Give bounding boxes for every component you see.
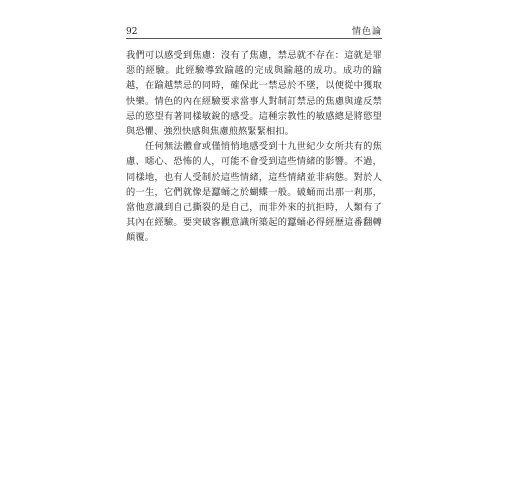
header-divider [126,38,382,39]
body-text [126,48,382,246]
page-number: 92 [126,27,138,37]
paragraph-2: 任何無法體會或僅悄悄地感受到十九世紀少女所共有的焦慮、噁心、恐怖的人，可能不會受到這些情緒的影響。不過，同樣地，也有人受制於這些情緒，這些情緒並非病態。對於人的一生，它們就像是蠶蛹之於蝴蝶一般。破蛹而出那一剎那，當他意識到自己撕裂的是自己，而非外來的抗拒時，人類有了其內在經驗。要突破客觀意識所築起的蠶蛹必得經歷這番翻轉顛覆。 [126,141,382,244]
running-title: 情色論 [351,27,382,37]
paragraph-1: 我們可以感受到焦慮：沒有了焦慮，禁忌就不存在：這就是罪惡的經驗。此經驗導致踰越的完成與踰越的成功。成功的踰越，在踰越禁忌的同時，確保此一禁忌於不墜，以便從中獲取快樂。情色的內在經驗要求當事人對制訂禁忌的焦慮與違反禁忌的慾望有著同樣敏銳的感受。這種宗教性的敏感總是將慾望與恐懼、強烈快感與焦慮煎熬緊緊相扣。 [126,50,382,138]
